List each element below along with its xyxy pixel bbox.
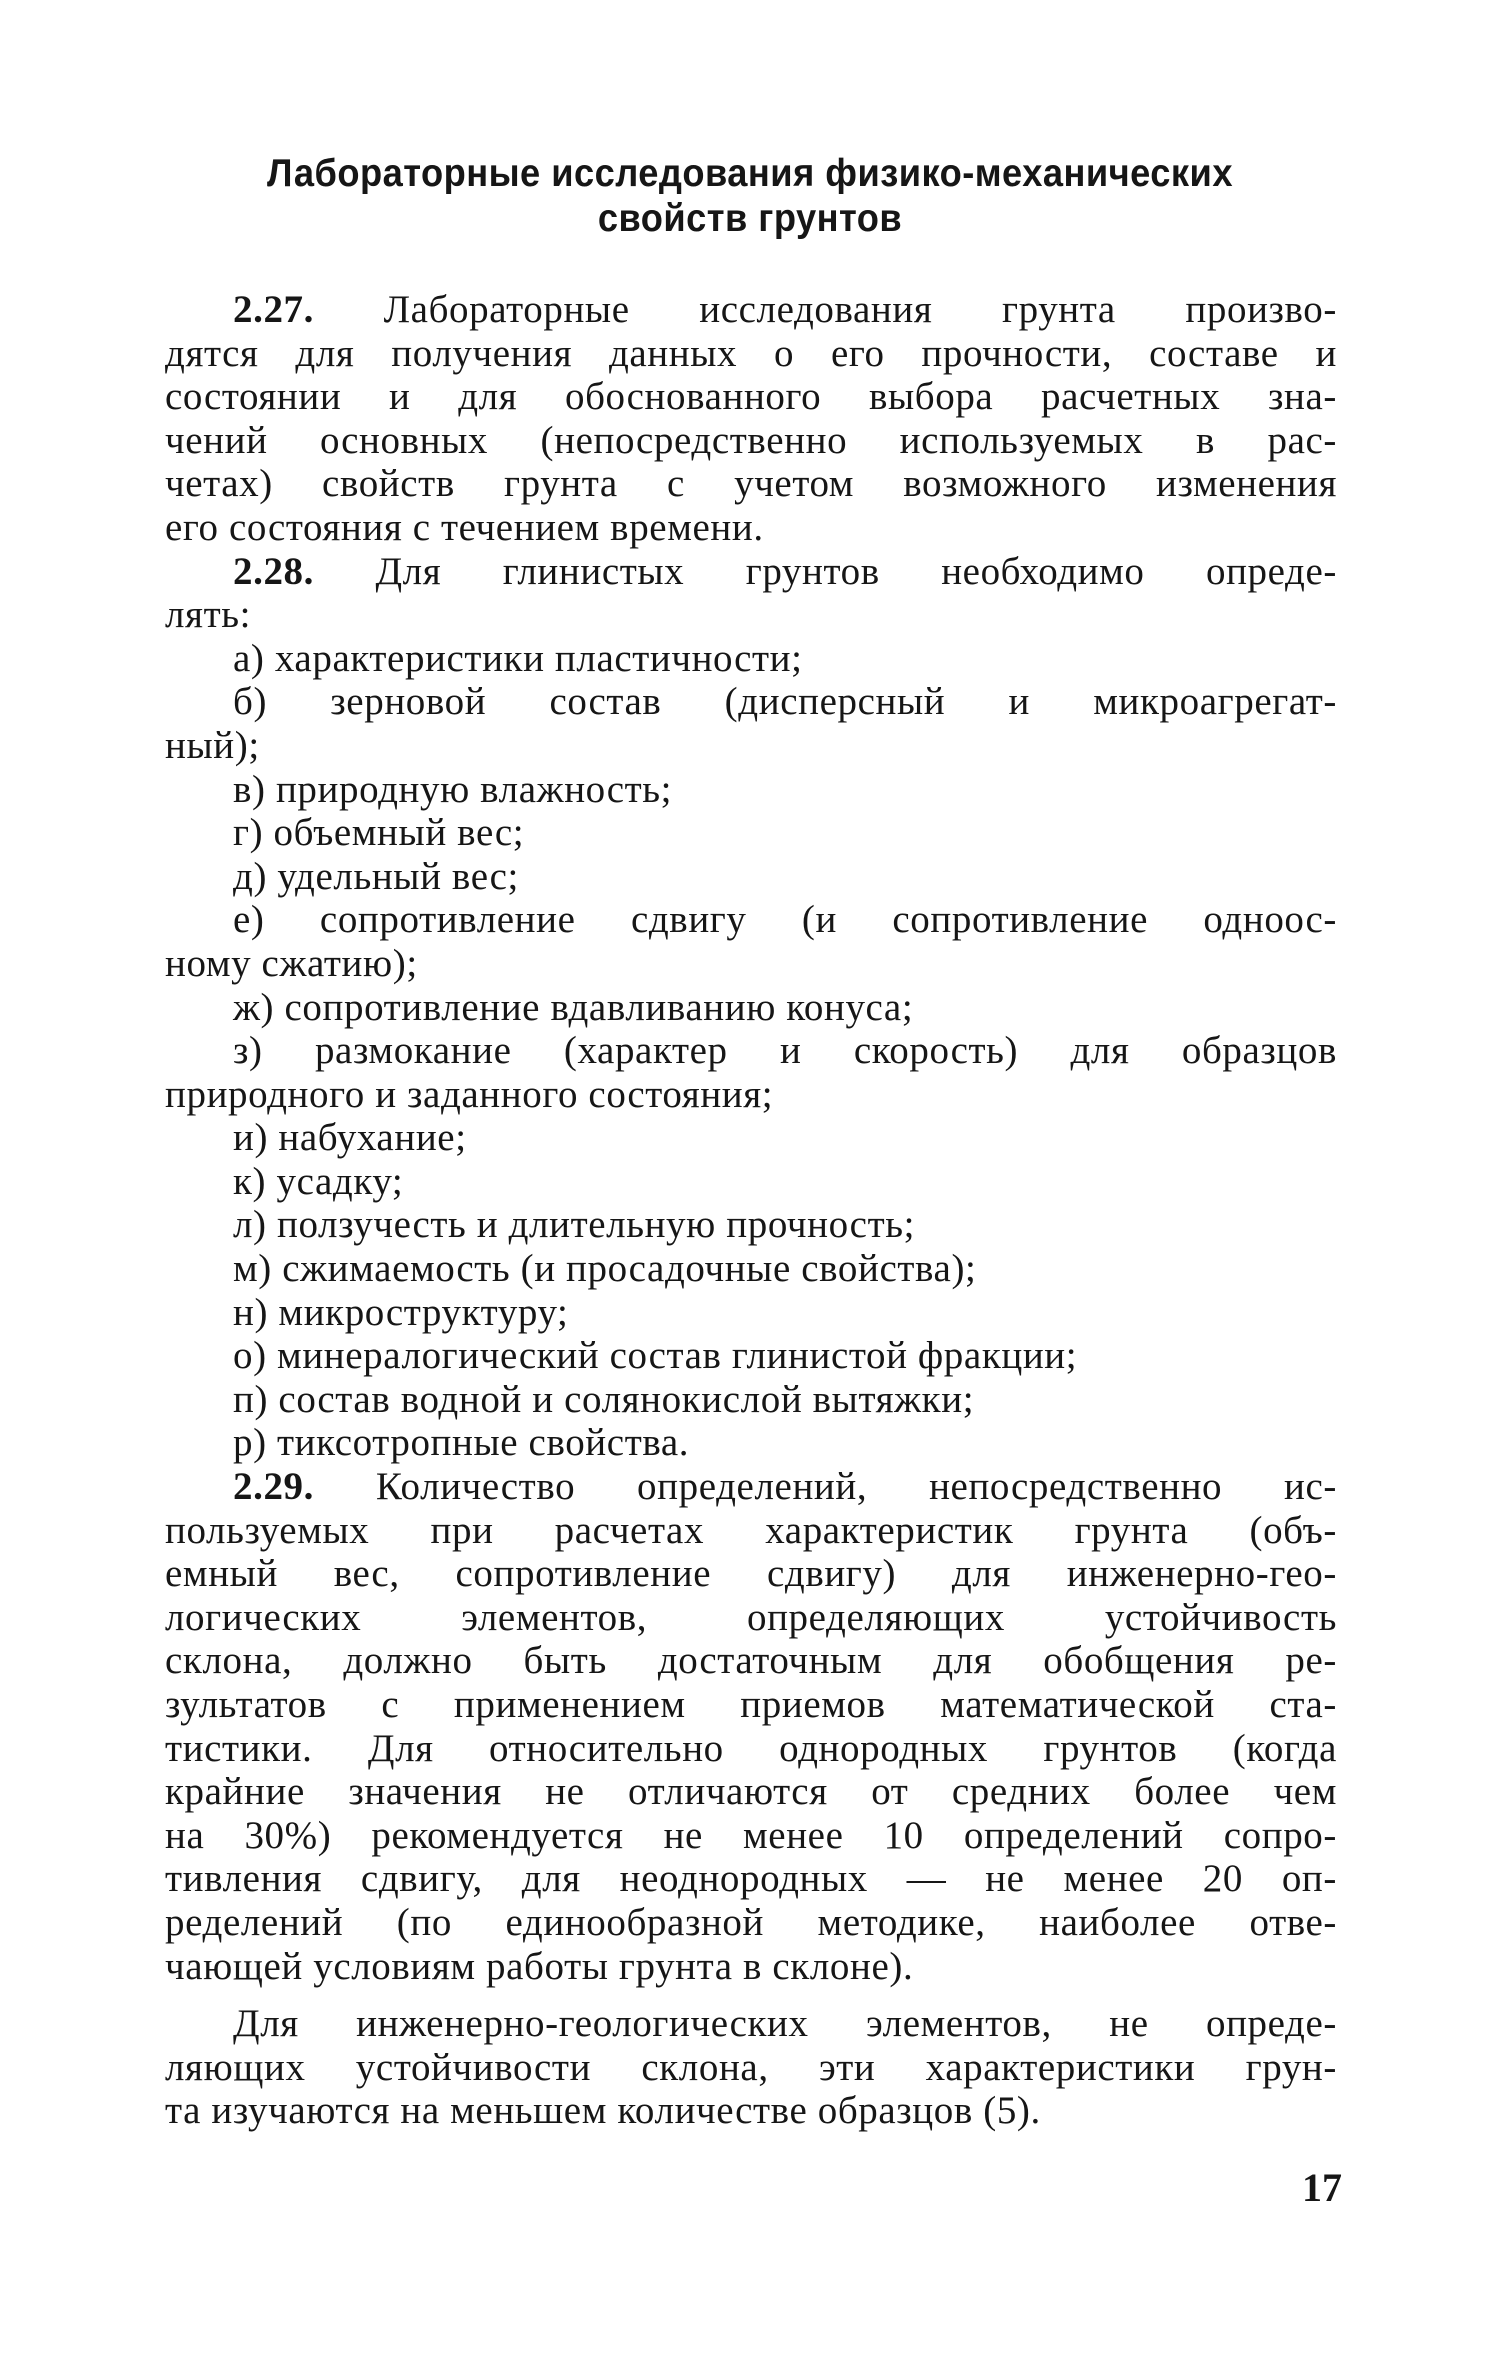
clause-number: 2.27. (233, 288, 314, 331)
line-text: ределений (по единообразной методике, наиболее отве- (165, 1900, 1337, 1944)
line-text: тистики. Для относительно однородных грунтов (когда (165, 1726, 1337, 1770)
line-text: л) ползучесть и длительную прочность; (233, 1203, 916, 1247)
text-line (165, 1901, 1337, 1945)
line-text: емный вес, сопротивление сдвигу) для инженерно-гео- (165, 1552, 1337, 1596)
text-line (165, 986, 1337, 1030)
line-text: в) природную влажность; (233, 767, 673, 811)
text-line (165, 1378, 1337, 1422)
line-text: та изучаются на меньшем количестве образцов (5). (165, 2089, 1041, 2133)
line-text: лять: (165, 593, 252, 637)
text-line (165, 1770, 1337, 1814)
text-line (165, 506, 1337, 550)
text-line (165, 593, 1337, 637)
line-text: д) удельный вес; (233, 854, 519, 898)
text-line (165, 1857, 1337, 1901)
line-text: чений основных (непосредственно используемых в рас- (165, 418, 1337, 462)
line-text: ляющих устойчивости склона, эти характеристики грун- (165, 2045, 1337, 2089)
section-heading-line-1: Лабораторные исследования физико-механических (267, 152, 1233, 195)
line-text: ный); (165, 723, 260, 767)
text-line (165, 855, 1337, 899)
line-text: г) объемный вес; (233, 811, 525, 855)
line-text: п) состав водной и солянокислой вытяжки; (233, 1377, 975, 1421)
text-line (165, 1116, 1337, 1160)
line-text: склона, должно быть достаточным для обобщения ре- (165, 1639, 1337, 1683)
line-text: е) сопротивление сдвигу (и сопротивление одноос- (233, 898, 1337, 942)
text-line (165, 811, 1337, 855)
line-text: Лабораторные исследования грунта произво- (314, 288, 1337, 331)
text-line (165, 768, 1337, 812)
text-line (165, 419, 1337, 463)
text-line (165, 2046, 1337, 2090)
text-line (165, 2002, 1337, 2046)
text-line (165, 375, 1337, 419)
text-line (165, 1465, 1337, 1509)
text-line (165, 1683, 1337, 1727)
line-text: и) набухание; (233, 1116, 467, 1160)
line-text: состоянии и для обоснованного выбора расчетных зна- (165, 375, 1337, 419)
clause-number: 2.29. (233, 1465, 314, 1509)
line-text: р) тиксотропные свойства. (233, 1421, 690, 1465)
line-text: зультатов с применением приемов математической ста- (165, 1683, 1337, 1726)
line-text: дятся для получения данных о его прочности, составе и (165, 331, 1337, 375)
line-text: б) зерновой состав (дисперсный и микроагрегат- (233, 680, 1337, 724)
text-line (165, 942, 1337, 986)
text-line (165, 550, 1337, 594)
line-text: к) усадку; (233, 1159, 404, 1203)
line-text: четах) свойств грунта с учетом возможного изменения (165, 462, 1337, 506)
text-line (165, 1334, 1337, 1378)
line-text: тивления сдвигу, для неоднородных — не менее 20 оп- (165, 1857, 1337, 1901)
line-text: пользуемых при расчетах характеристик грунта (объ- (165, 1508, 1337, 1552)
text-line (165, 724, 1337, 768)
text-line (165, 1509, 1337, 1553)
text-line (165, 1029, 1337, 1073)
text-line (165, 2089, 1337, 2133)
text-line (165, 1203, 1337, 1247)
text-line (165, 680, 1337, 724)
line-text: крайние значения не отличаются от средних более чем (165, 1770, 1337, 1814)
line-text: ж) сопротивление вдавливанию конуса; (233, 985, 914, 1029)
text-line (165, 332, 1337, 376)
line-text: з) размокание (характер и скорость) для образцов (233, 1029, 1337, 1073)
line-text: ному сжатию); (165, 941, 418, 985)
text-line (165, 1291, 1337, 1335)
text-line (165, 637, 1337, 681)
text-line (165, 1073, 1337, 1117)
text-line (165, 1727, 1337, 1771)
line-text: н) микроструктуру; (233, 1290, 569, 1334)
line-text: логических элементов, определяющих устойчивость (165, 1595, 1337, 1639)
line-text: чающей условиям работы грунта в склоне). (165, 1944, 914, 1988)
clause-number: 2.28. (233, 549, 314, 593)
text-line (165, 288, 1337, 332)
text-line (165, 1421, 1337, 1465)
line-text: о) минералогический состав глинистой фракции; (233, 1334, 1078, 1378)
text-line (165, 1596, 1337, 1640)
text-line (165, 462, 1337, 506)
line-text: Для глинистых грунтов необходимо опреде- (314, 549, 1337, 593)
line-text: Для инженерно-геологических элементов, не опреде- (233, 2002, 1337, 2046)
text-line (165, 1814, 1337, 1858)
text-line (165, 898, 1337, 942)
line-text: Количество определений, непосредственно ис- (314, 1465, 1337, 1509)
text-line (165, 1247, 1337, 1291)
line-text: природного и заданного состояния; (165, 1072, 774, 1116)
section-heading-line-2: свойств грунтов (597, 197, 903, 240)
text-line (165, 1945, 1337, 1989)
body-text (165, 288, 1337, 2133)
text-line (165, 1552, 1337, 1596)
text-line (165, 1639, 1337, 1683)
line-text: его состояния с течением времени. (165, 505, 764, 549)
line-text: а) характеристики пластичности; (233, 636, 803, 680)
page-number: 17 (1302, 2165, 1342, 2210)
line-text: м) сжимаемость (и просадочные свойства); (233, 1247, 977, 1291)
text-line (165, 1160, 1337, 1204)
line-text: на 30%) рекомендуется не менее 10 определений сопро- (165, 1813, 1337, 1857)
